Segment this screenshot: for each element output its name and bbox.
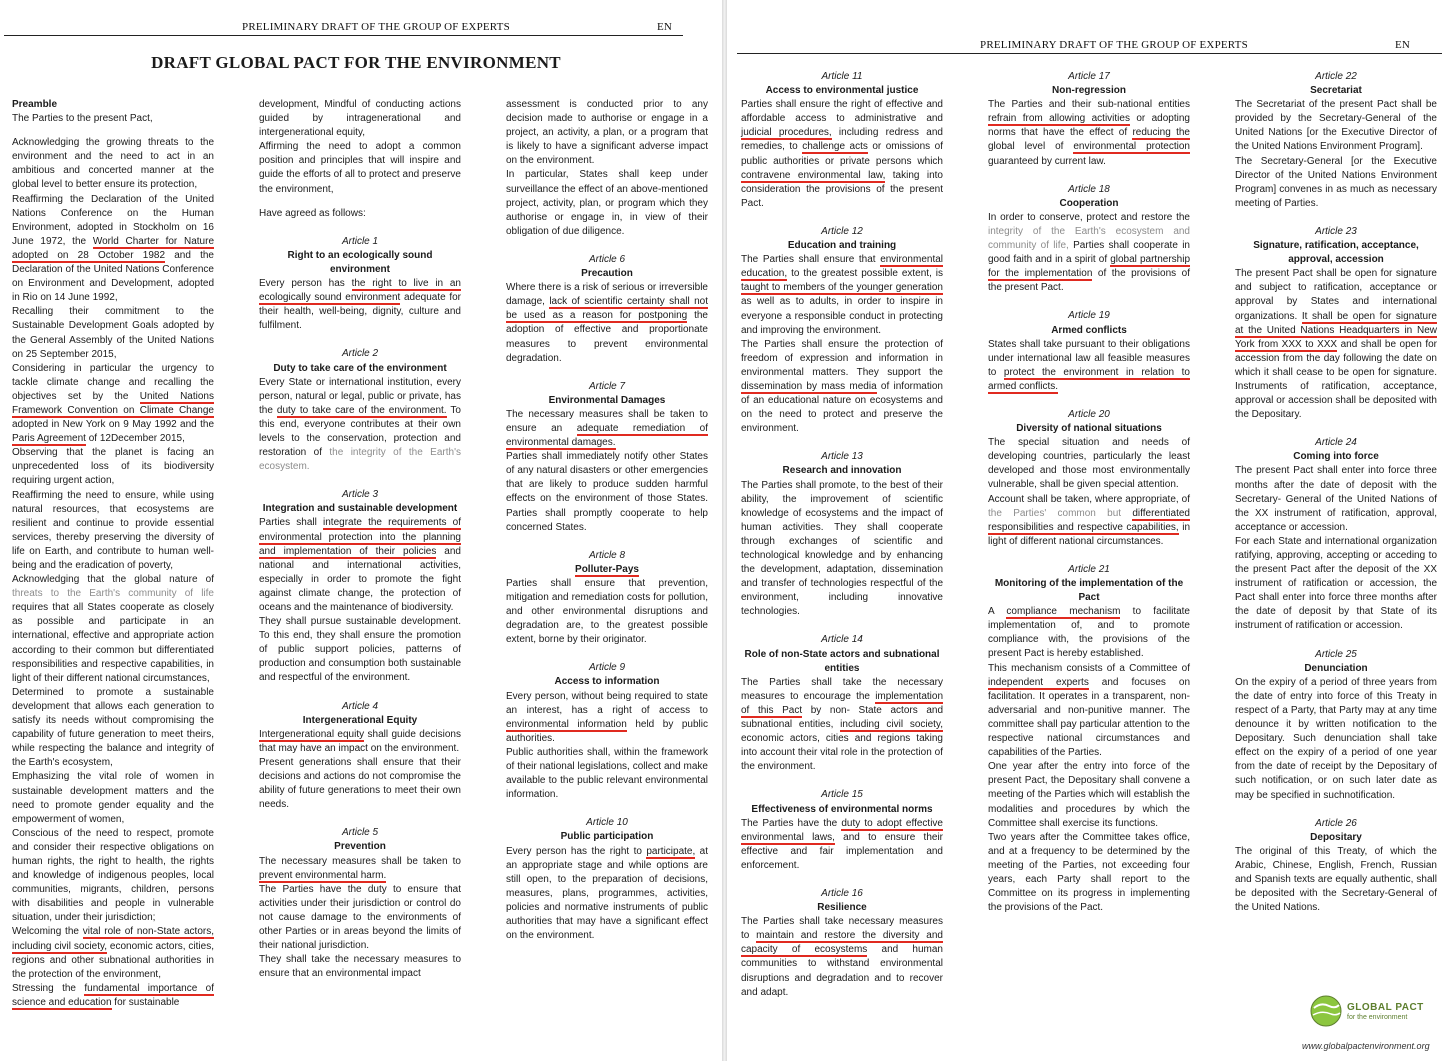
article-title: Education and training [787,240,897,252]
page-header-label: PRELIMINARY DRAFT OF THE GROUP OF EXPERTS [980,39,1248,51]
preamble-paragraph: Determined to promote a sustainable development that allows each generation to satisfy its needs without compromising the capability of future generation to meet theirs, while respecting the balance and integrity of the Earth's ecosystem, [12,686,214,769]
article-title: Duty to take care of the environment [273,362,447,374]
article-text: The Parties shall take necessary measures to maintain and restore the diversity and capacity of ecosystems and human communities to withstand environmental disruptions and degradation and to recover and adapt. [741,916,943,998]
highlight-underline: implementation of this Pact [741,690,943,716]
highlight-underline: judicial procedures, [741,127,832,139]
article-text: Two years after the Committee takes office, and at a frequency to be determined by the meeting of the Parties, not exceeding four years, each Party shall report to the Committee on its progress in implementing the provisions of the Pact. [988,831,1190,914]
article-text: One year after the entry into force of the present Pact, the Depositary shall convene a meeting of the Parties which will establish the modalities and procedures by which the Committee shall exercise its functions. [988,761,1190,829]
article-number: Article 22 [1315,71,1357,82]
page-header-label: PRELIMINARY DRAFT OF THE GROUP OF EXPERTS [242,21,510,33]
highlight-underline: Polluter-Pays [575,563,639,575]
highlight-underline: adequate remediation of environmental damages. [506,422,708,449]
article-title: Armed conflicts [1051,324,1127,336]
article-text: For each State and international organization ratifying, approving, accepting or acceding to the present Pact after the deposit of the XX instrument of ratification or accession, the Pact shall enter into force three months after the date of deposit by that State of its instrument of ratification or accession. [1235,535,1437,632]
article-number: Article 12 [821,225,863,237]
highlight-underline: prevent environmental harm. [259,869,387,881]
article-number: Article 3 [341,489,379,501]
highlight-underline: reducing the [1132,127,1190,139]
highlight-underline: World Charter for Nature adopted on 28 October 1982 [12,235,215,261]
page-header-lang: EN [1395,39,1411,51]
article-title: Research and innovation [782,465,902,477]
article-text: Where there is a risk of serious or irreversible damage, lack of scientific certainty shall not be used as a reason for postponing the adoption of effective and proportionate measures to prevent environmental degradation. [506,282,708,364]
article-text: The Parties and their sub-national entities refrain from allowing activities or adopting norms that have the effect of reducing the global level of environmental protection guaranteed by current law. [988,99,1190,167]
article-number: Article 13 [821,451,863,463]
article-text: A compliance mechanism to facilitate implementation of, and to promote compliance with, the provisions of the present Pact is hereby established. [988,606,1190,660]
article-text: Intergenerational equity shall guide decisions that may have an impact on the environment. [259,728,461,754]
article-title: Prevention [334,841,386,853]
article-text: Account shall be taken, where appropriate, of the Parties' common but differentiated responsibilities and respective capabilities, in light of different national circumstances. [988,493,1190,547]
highlight-underline: It shall be open for signature at the United Nations Headquarters in New York from XXX to XXX [1235,310,1437,350]
article-text: The necessary measures shall be taken to prevent environmental harm. [259,855,461,881]
right-page [727,0,1456,1061]
highlight-underline: lack of scientific certainty shall not be used as a reason for postponing [506,296,708,322]
highlight-underline: duty to adopt effective environmental laws, [741,817,943,843]
article-text: The special situation and needs of developing countries, particularly the least developed and those most environmentally vulnerable, shall be given special attention. [988,437,1190,491]
article-number: Article 2 [341,348,379,360]
article-number: Article 15 [821,789,863,801]
preamble-paragraph: Affirming the need to adopt a common position and principles that will inspire and guide the efforts of all to protect and preserve the environment, [259,141,461,195]
highlight-underline: duty to take care of the environment. [276,404,447,416]
article-text: The Parties have the duty to adopt effective environmental laws, and to ensure their effective and fair implementation and enforcement. [741,817,944,871]
article-text: The necessary measures shall be taken to ensure an adequate remediation of environmental damages. [506,408,708,449]
article-title: Denunciation [1304,662,1368,674]
header-rule [4,35,683,36]
preamble-paragraph: Stressing the fundamental importance of science and education for sustainable [12,982,214,1008]
article-text: Parties shall immediately notify other States of any natural disasters or other emergencies that are likely to produce sudden harmful effects on the environment of those States. Parties shall promptly cooperate to help concerned States. [506,451,708,533]
highlight-underline: including civil society, [840,719,943,731]
article-text: The Parties shall take the necessary measures to encourage the implementation of this Pact by non- State actors and subnational entities, including civil society, economic actors, cities and regions taking into account their vital role in the protection of the environment. [741,676,943,773]
article-number: Article 20 [1068,408,1110,420]
preamble-paragraph: Welcoming the vital role of non-State actors, including civil society, economic actors, cities, regions and other subnational authorities in the protection of the environment, [12,926,214,980]
highlight-underline: challenge acts [802,141,868,153]
article-number: Article 18 [1068,183,1110,195]
article-title: Access to information [554,676,660,688]
article-title: Resilience [817,902,867,914]
article-text: They shall take the necessary measures to ensure that an environmental impact [259,954,461,980]
article-text: Every State or international institution, every person, natural or legal, public or private, has the duty to take care of the environment. To this end, everyone contributes at their own levels to the conservation, protection and restoration of the integrity of the Earth's ecosystem. [259,376,461,473]
preamble-paragraph: Acknowledging that the global nature of threats to the Earth's community of life requires that all States cooperate as closely as possible and participate in an international, effective and appropriate action according to their common but differentiated responsibilities and respective capabilities, in light of their different national circumstances, [12,574,214,684]
article-title: Effectiveness of environmental norms [751,803,933,815]
article-text: States shall take pursuant to their obligations under international law all feasible measures to protect the environment in relation to armed conflicts. [988,338,1190,392]
article-text: Every person, without being required to state an interest, has a right of access to environmental information held by public authorities. [506,690,708,744]
preamble-paragraph: development, Mindful of conducting actions guided by intragenerational and intergenerational equity, [259,99,461,139]
page-header-lang: EN [657,21,673,33]
article-text: Every person has the right to participate, at an appropriate stage and while options are still open, to the preparation of decisions, measures, plans, programmes, activities, policies and normative instruments of public authorities that may have a significant effect on the environment. [506,845,709,942]
article-text: On the expiry of a period of three years from the date of entry into force of this Treaty in respect of a Party, that Party may at any time denounce it by written notification to the Depositary. Such denunciation shall take effect on the expiry of a period of one year from the date of receipt by the Depositary of such notification, or on such later date as may be specified in suchnotification. [1235,676,1437,801]
highlight-underline: dissemination by mass media [741,380,877,392]
highlight-underline: Intergenerational equity [259,728,365,740]
article-title: Coming into force [1293,451,1379,463]
article-text: The Secretary-General [or the Executive Director of the United Nations Environment Program] convenes in as much as necessary meeting of Parties. [1235,155,1437,209]
article-text: The Parties have the duty to ensure that activities under their jurisdiction or control do not cause damage to the environments of other Parties or in areas beyond the limits of their national jurisdiction. [259,883,461,952]
highlight-underline: the right to live in an ecologically sound environment [259,278,461,304]
highlight-underline: United Nations Framework Convention on Climate Change [12,390,214,416]
highlight-underline: environmental protection [1073,141,1190,153]
article-title: Role of non-State actors and subnational entities [744,648,940,674]
highlight-underline: taught to members of the younger generation [741,282,943,294]
article-text: This mechanism consists of a Committee of independent experts and focuses on facilitation. It operates in a transparent, non-adversarial and non-punitive manner. The committee shall pay particular attention to the respective national circumstances and capabilities of the Parties. [988,662,1191,759]
article-text: The Parties shall ensure that environmental education, to the greatest possible extent, is taught to members of the younger generation as well as to adults, in order to inspire in everyone a responsible conduct in protecting and improving the environment. [741,254,943,336]
article-title: Non-regression [1052,85,1126,97]
highlight-underline: contravene environmental law, [741,169,886,181]
logo-name: GLOBAL PACT [1347,1002,1424,1013]
website-url[interactable]: www.globalpactenvironment.org [1302,1041,1430,1051]
highlight-underline: participate, [646,845,696,857]
highlight-underline: vital role of non-State actors, including civil society, [12,926,214,952]
highlight-underline: protect the environment in relation to armed conflicts. [988,366,1190,392]
preamble-paragraph: Emphasizing the vital role of women in sustainable development matters and the need to promote gender equality and the empowerment of women, [12,771,214,825]
article-title: Diversity of national situations [1016,423,1162,435]
article-title: Cooperation [1059,197,1119,209]
article-number: Article 24 [1315,437,1357,449]
article-title: Monitoring of the implementation of the Pact [994,578,1184,604]
article-text: The present Pact shall enter into force three months after the date of deposit with the Secretary- General of the United Nations of the XX instrument of ratification, approval, acceptance or accession. [1235,465,1437,533]
article-number: Article 23 [1315,225,1357,237]
articles-column-17-21 [988,70,1190,915]
preamble-paragraph: Conscious of the need to respect, promote and consider their respective obligations on human rights, the right to health, the rights and knowledge of indigenous peoples, local communities, migrants, children, persons with disabilities and people in vulnerable situation, under their jurisdiction; [12,827,214,924]
article-title: Public participation [560,831,654,843]
article-title: Access to environmental justice [765,85,919,97]
highlight-underline: fundamental importance of science and education [12,982,214,1008]
article-text: assessment is conducted prior to any decision made to authorise or engage in a project, an activity, a plan, or a program that is likely to have a significant adverse impact on the environment. [506,99,708,167]
articles-column-22-26 [1235,70,1437,915]
globe-logo-icon [1309,994,1343,1028]
article-title: Secretariat [1310,85,1362,97]
article-number: Article 26 [1315,817,1357,829]
article-text: In particular, States shall keep under surveillance the effect of an above-mentioned project, activity, plan, or program which they authorise or engage in, in view of their obligation of due diligence. [506,169,708,237]
article-text: The Secretariat of the present Pact shall be provided by the Secretary-General of the United Nations [or the Executive Director of the United Nations Environment Program]. [1235,99,1437,153]
document-title: DRAFT GLOBAL PACT FOR THE ENVIRONMENT [151,53,561,72]
highlight-underline: maintain and restore the diversity and capacity of ecosystems [741,930,943,956]
preamble-paragraph: Acknowledging the growing threats to the environment and the need to act in an ambitious and concerted manner at the global level to better ensure its protection, [12,137,214,191]
article-title: Depositary [1310,831,1362,843]
article-number: Article 10 [586,817,628,829]
article-number: Article 11 [821,71,863,82]
left-page [0,0,722,1061]
article-title: Intergenerational Equity [302,714,418,726]
highlight-underline: refrain from allowing activities [988,113,1130,125]
article-number: Article 6 [588,253,626,265]
preamble-paragraph: Reaffirming the Declaration of the United Nations Conference on the Human Environment, adopted in Stockholm on 16 June 1972, the World Charter for Nature adopted on 28 October 1982 and the Declaration of the United Nations Conference on Environment and Development, adopted in Rio on 14 June 1992, [12,193,215,304]
articles-column-11-16 [741,70,943,1000]
article-number: Article 8 [588,549,626,561]
article-title: Environmental Damages [548,394,666,406]
logo-subtitle: for the environment [1347,1014,1408,1021]
highlight-underline: Paris Agreement [12,433,86,445]
article-text: They shall pursue sustainable development. To this end, they shall ensure the promotion of public support policies, patterns of production and consumption both sustainable and respectful of the environment. [259,616,461,684]
article-text: The present Pact shall be open for signature and subject to ratification, acceptance or approval by States and international organizations. It shall be open for signature at the United Nations Headquarters in New York from XXX to XXX and shall be open for accession from the day following the date on which it shall cease to be open for signature. Instruments of ratification, acceptance, approval or accession shall be deposited with the Depositary. [1235,268,1437,421]
articles-column-1-5 [259,98,461,981]
article-title: Signature, ratification, acceptance, approval, accession [1253,240,1419,266]
article-text: Present generations shall ensure that their decisions and actions do not compromise the ability of future generations to meet their own needs. [259,756,461,811]
highlight-underline: integrate the requirements of environmental protection into the planning and implementation of their policies [259,517,462,557]
preamble-paragraph: Have agreed as follows: [259,207,366,219]
article-number: Article 9 [588,662,626,674]
preamble-paragraph: Reaffirming the need to ensure, while using natural resources, that ecosystems are resilient and continue to provide essential services, thereby preserving the diversity of life on Earth, and contribute to human well-being and the eradication of poverty, [12,489,214,571]
highlight-underline: compliance mechanism [1006,606,1121,618]
highlight-underline: independent experts [988,676,1089,688]
article-title: Right to an ecologically sound environment [287,249,433,275]
preamble-paragraph: Considering in particular the urgency to tackle climate change and recalling the objectives set by the United Nations Framework Convention on Climate Change adopted in New York on 9 May 1992 and the Paris Agreement of 12December 2015, [12,362,214,445]
article-text: Parties shall integrate the requirements of environmental protection into the planning and implementation of their policies and national and international activities, especially in order to promote the fight against climate change, the protection of oceans and the maintenance of biodiversity. [259,517,462,613]
article-number: Article 17 [1068,71,1110,82]
article-text: Parties shall ensure that prevention, mitigation and remediation costs for pollution, and other environmental disruptions and degradation are, to the greatest possible extent, borne by their originator. [506,577,708,646]
header-rule [737,53,1442,54]
preamble-column [12,98,214,1010]
article-title: Integration and sustainable development [262,503,458,515]
highlight-underline: differentiated responsibilities and respective capabilities, [988,507,1190,533]
article-number: Article 25 [1315,648,1357,660]
preamble-heading: Preamble [12,99,58,110]
preamble-paragraph: Observing that the planet is facing an unprecedented loss of its biodiversity requiring urgent action, [12,447,214,487]
article-title: Precaution [581,268,633,280]
article-text: Every person has the right to live in an ecologically sound environment adequate for their health, well-being, dignity, culture and fulfilment. [259,278,461,332]
article-number: Article 14 [821,634,863,646]
article-title [506,563,708,577]
highlight-underline: global partnership for the implementation [988,254,1191,280]
article-text: The original of this Treaty, of which the Arabic, Chinese, English, French, Russian and Spanish texts are equally authentic, shall be deposited with the Secretary-General of the United Nations. [1235,845,1437,914]
article-text: In order to conserve, protect and restore the integrity of the Earth's ecosystem and community of life, Parties shall cooperate in good faith and in a spirit of global partnership for the implementation of the provisions of the present Pact. [988,211,1191,294]
global-pact-logo [1309,994,1449,1034]
article-number: Article 5 [341,827,379,839]
article-number: Article 19 [1068,310,1110,322]
article-number: Article 4 [341,700,379,712]
article-text: Parties shall ensure the right of effective and affordable access to administrative and judicial procedures, including redress and remedies, to challenge acts or omissions of public authorities or private persons which contravene environmental law, taking into consideration the provisions of the present Pact. [741,99,943,209]
article-number: Article 1 [341,235,379,247]
highlight-underline: environmental education, [741,254,943,280]
article-text: The Parties shall promote, to the best of their ability, the improvement of scientific knowledge of ecosystems and the impact of human activities. They shall cooperate through exchanges of scientific and technological knowledge and by enhancing the development, adaptation, dissemination and transfer of technologies respectful of the environment, including innovative technologies. [741,479,943,618]
article-text: Public authorities shall, within the framework of their national legislations, collect and make available to the public relevant environmental information. [506,746,708,801]
article-number: Article 21 [1068,563,1110,575]
articles-column-6-10 [506,98,708,943]
article-number: Article 16 [821,887,863,899]
preamble-paragraph: The Parties to the present Pact, [12,113,153,125]
article-number: Article 7 [588,380,626,392]
preamble-paragraph: Recalling their commitment to the Sustainable Development Goals adopted by the General Assembly of the United Nations on 25 September 2015, [12,306,214,360]
article-text: The Parties shall ensure the protection of freedom of expression and information in environmental matters. They support the dissemination by mass media of information of an educational nature on ecosystems and on the need to protect and preserve the environment. [741,338,943,435]
highlight-underline: environmental information [506,718,627,730]
